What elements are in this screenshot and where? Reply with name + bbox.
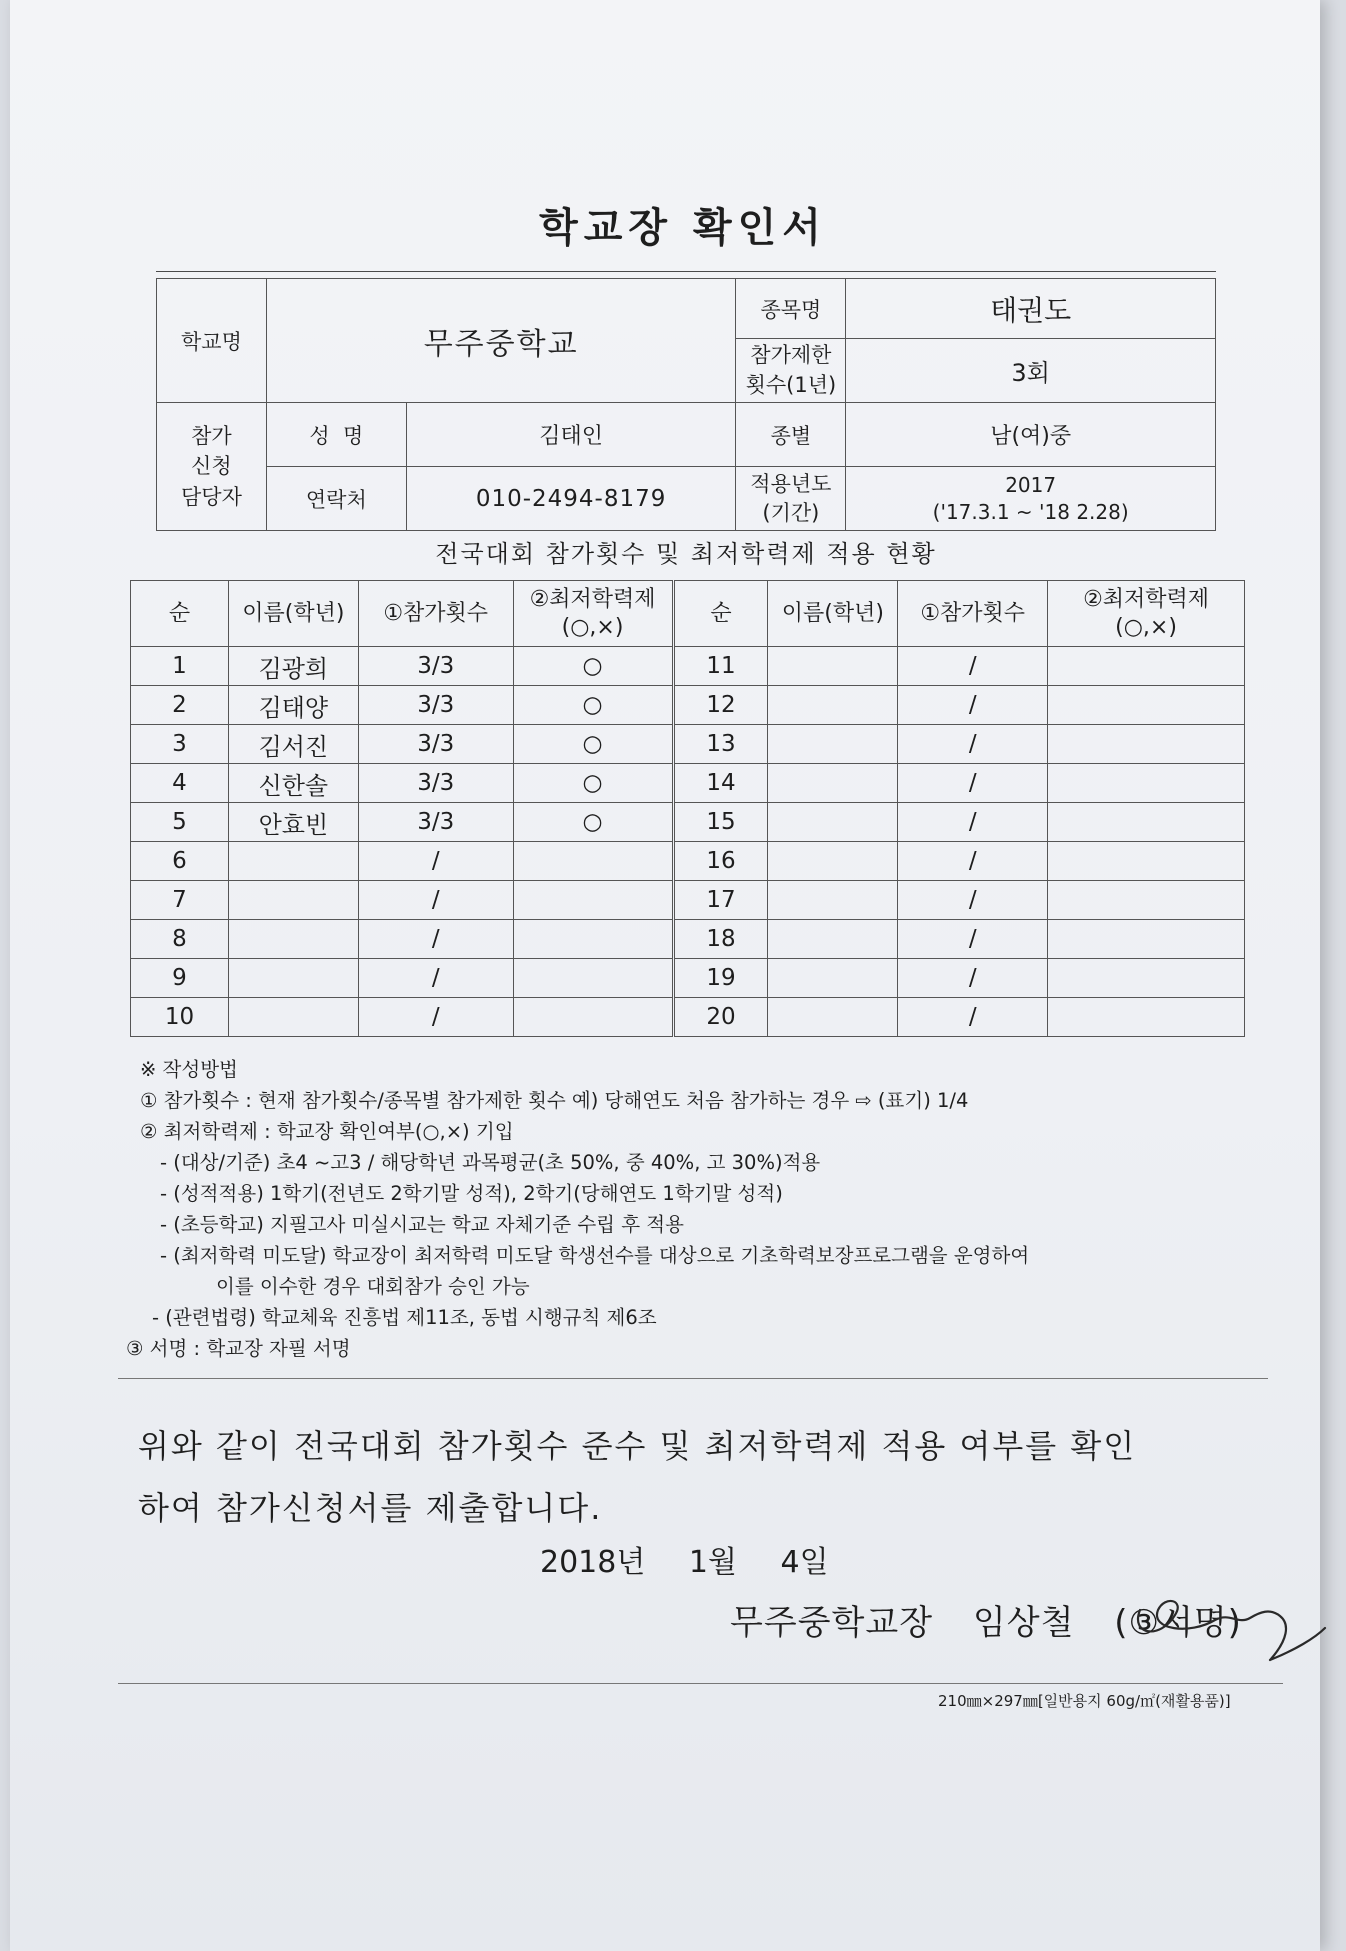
note-sub-4b: 이를 이수한 경우 대회참가 승인 가능	[216, 1275, 530, 1298]
row-no-2: 12	[673, 686, 768, 725]
status-row	[131, 725, 1245, 764]
row-name	[228, 842, 358, 881]
row-minimum-2	[1048, 803, 1245, 842]
writing-instructions	[126, 1054, 1270, 1364]
paper-sheet	[10, 0, 1320, 1951]
declaration	[138, 1415, 1248, 1539]
row-count-2: /	[898, 842, 1048, 881]
note-item-1: ① 참가횟수 : 현재 참가횟수/종목별 참가제한 횟수 예) 당해연도 처음 참가하는 경우 ⇨ (표기) 1/4	[140, 1089, 969, 1112]
date-month: 1월	[688, 1545, 737, 1580]
row-name	[228, 881, 358, 920]
row-no: 3	[131, 725, 229, 764]
name-label: 성 명	[266, 403, 406, 467]
status-row	[131, 998, 1245, 1037]
section-title: 전국대회 참가횟수 및 최저학력제 적용 현황	[435, 540, 937, 568]
row-name-2	[768, 842, 898, 881]
year-period: ('17.3.1 ~ '18 2.28)	[932, 499, 1129, 524]
footer-rule	[118, 1683, 1283, 1684]
row-no-2: 16	[673, 842, 768, 881]
header-no-2: 순	[673, 581, 768, 647]
top-rule	[156, 271, 1216, 272]
row-minimum-2	[1048, 686, 1245, 725]
row-minimum: ○	[513, 647, 673, 686]
row-no: 9	[131, 959, 229, 998]
row-no-2: 11	[673, 647, 768, 686]
header-name: 이름(학년)	[228, 581, 358, 647]
note-item-2: ② 최저학력제 : 학교장 확인여부(○,×) 기입	[140, 1120, 514, 1143]
principal-name: 임상철	[972, 1603, 1075, 1643]
sport-value: 태권도	[846, 279, 1216, 339]
header-minimum-2: ②최저학력제 (○,×)	[1048, 581, 1245, 647]
row-minimum	[513, 842, 673, 881]
row-minimum-2	[1048, 764, 1245, 803]
note-sub-1: - (대상/기준) 초4 ~고3 / 해당학년 과목평균(초 50%, 중 40%, 고 30%)적용	[160, 1151, 821, 1174]
row-no-2: 19	[673, 959, 768, 998]
status-header-row	[131, 581, 1245, 647]
row-no-2: 14	[673, 764, 768, 803]
row-name-2	[768, 647, 898, 686]
row-name	[228, 920, 358, 959]
row-no: 6	[131, 842, 229, 881]
name-value: 김태인	[406, 403, 736, 467]
principal-school: 무주중학교장	[730, 1603, 934, 1643]
header-count-2: ①참가횟수	[898, 581, 1048, 647]
row-minimum-2	[1048, 647, 1245, 686]
row-count: /	[358, 920, 513, 959]
limit-value: 3회	[846, 339, 1216, 403]
manager-label: 참가 신청 담당자	[157, 403, 267, 531]
note-item-3: ③ 서명 : 학교장 자필 서명	[126, 1337, 351, 1360]
row-no-2: 18	[673, 920, 768, 959]
row-no-2: 20	[673, 998, 768, 1037]
row-minimum-2	[1048, 725, 1245, 764]
row-no-2: 13	[673, 725, 768, 764]
row-name-2	[768, 686, 898, 725]
row-minimum-2	[1048, 881, 1245, 920]
row-count: 3/3	[358, 803, 513, 842]
row-count-2: /	[898, 881, 1048, 920]
status-row	[131, 959, 1245, 998]
status-row	[131, 647, 1245, 686]
row-minimum: ○	[513, 764, 673, 803]
row-no-2: 17	[673, 881, 768, 920]
row-minimum-2	[1048, 920, 1245, 959]
limit-label: 참가제한 횟수(1년)	[736, 339, 846, 403]
issue-date	[540, 1537, 851, 1581]
principal-sign-label: (③서명)	[1114, 1603, 1242, 1643]
note-sub-4a: - (최저학력 미도달) 학교장이 최저학력 미도달 학생선수를 대상으로 기초학력보장프로그램을 운영하여	[160, 1244, 1030, 1267]
notes-divider	[118, 1378, 1268, 1379]
row-name-2	[768, 998, 898, 1037]
row-count: /	[358, 842, 513, 881]
row-count-2: /	[898, 686, 1048, 725]
row-minimum	[513, 998, 673, 1037]
header-no: 순	[131, 581, 229, 647]
row-name-2	[768, 920, 898, 959]
row-minimum	[513, 959, 673, 998]
row-name-2	[768, 803, 898, 842]
note-sub-3: - (초등학교) 지필고사 미실시교는 학교 자체기준 수립 후 적용	[160, 1213, 684, 1236]
handwritten-signature	[1120, 1580, 1340, 1670]
row-minimum-2	[1048, 842, 1245, 881]
row-count-2: /	[898, 764, 1048, 803]
notes-heading: ※ 작성방법	[140, 1058, 238, 1081]
status-row	[131, 842, 1245, 881]
row-no: 2	[131, 686, 229, 725]
year-label: 적용년도 (기간)	[736, 467, 846, 531]
header-name-2: 이름(학년)	[768, 581, 898, 647]
row-name	[228, 998, 358, 1037]
row-name: 김광희	[228, 647, 358, 686]
year-value: 2017	[1005, 472, 1057, 497]
row-no: 5	[131, 803, 229, 842]
gender-label: 종별	[736, 403, 846, 467]
status-row	[131, 920, 1245, 959]
row-minimum	[513, 920, 673, 959]
status-table	[130, 580, 1245, 1037]
row-no: 8	[131, 920, 229, 959]
row-name	[228, 959, 358, 998]
gender-value: 남(여)중	[846, 403, 1216, 467]
row-count: 3/3	[358, 647, 513, 686]
status-row	[131, 803, 1245, 842]
row-count: 3/3	[358, 764, 513, 803]
row-minimum-2	[1048, 959, 1245, 998]
contact-label: 연락처	[266, 467, 406, 531]
row-count-2: /	[898, 920, 1048, 959]
sport-label: 종목명	[736, 279, 846, 339]
contact-value: 010-2494-8179	[406, 467, 736, 531]
row-count-2: /	[898, 998, 1048, 1037]
row-no: 7	[131, 881, 229, 920]
status-row	[131, 686, 1245, 725]
row-name: 김서진	[228, 725, 358, 764]
row-count: 3/3	[358, 686, 513, 725]
row-name-2	[768, 764, 898, 803]
row-name-2	[768, 881, 898, 920]
row-count: /	[358, 881, 513, 920]
status-row	[131, 764, 1245, 803]
year-cell	[846, 467, 1216, 531]
school-label: 학교명	[157, 279, 267, 403]
header-minimum: ②최저학력제 (○,×)	[513, 581, 673, 647]
paper-spec-footer: 210㎜×297㎜[일반용지 60g/㎡(재활용품)]	[938, 1692, 1231, 1710]
date-year: 2018년	[540, 1545, 646, 1580]
row-minimum	[513, 881, 673, 920]
row-minimum: ○	[513, 803, 673, 842]
row-count-2: /	[898, 647, 1048, 686]
row-count-2: /	[898, 959, 1048, 998]
school-value: 무주중학교	[266, 279, 736, 403]
row-name-2	[768, 725, 898, 764]
row-name: 김태양	[228, 686, 358, 725]
declaration-line-2: 하여 참가신청서를 제출합니다.	[138, 1489, 603, 1527]
row-count: /	[358, 998, 513, 1037]
row-count-2: /	[898, 725, 1048, 764]
note-sub-2: - (성적적용) 1학기(전년도 2학기말 성적), 2학기(당해연도 1학기말 성적)	[160, 1182, 783, 1205]
date-day: 4일	[780, 1545, 829, 1580]
row-count: /	[358, 959, 513, 998]
row-minimum: ○	[513, 725, 673, 764]
row-no: 10	[131, 998, 229, 1037]
row-no: 1	[131, 647, 229, 686]
document-title: 학교장 확인서	[539, 205, 827, 251]
header-count: ①참가횟수	[358, 581, 513, 647]
row-no-2: 15	[673, 803, 768, 842]
row-name: 신한솔	[228, 764, 358, 803]
row-name: 안효빈	[228, 803, 358, 842]
row-minimum-2	[1048, 998, 1245, 1037]
status-row	[131, 881, 1245, 920]
row-minimum: ○	[513, 686, 673, 725]
info-table	[156, 278, 1216, 531]
declaration-line-1: 위와 같이 전국대회 참가횟수 준수 및 최저학력제 적용 여부를 확인	[138, 1427, 1137, 1465]
row-count: 3/3	[358, 725, 513, 764]
row-no: 4	[131, 764, 229, 803]
row-name-2	[768, 959, 898, 998]
row-count-2: /	[898, 803, 1048, 842]
note-sub-5: - (관련법령) 학교체육 진흥법 제11조, 동법 시행규칙 제6조	[152, 1306, 657, 1329]
